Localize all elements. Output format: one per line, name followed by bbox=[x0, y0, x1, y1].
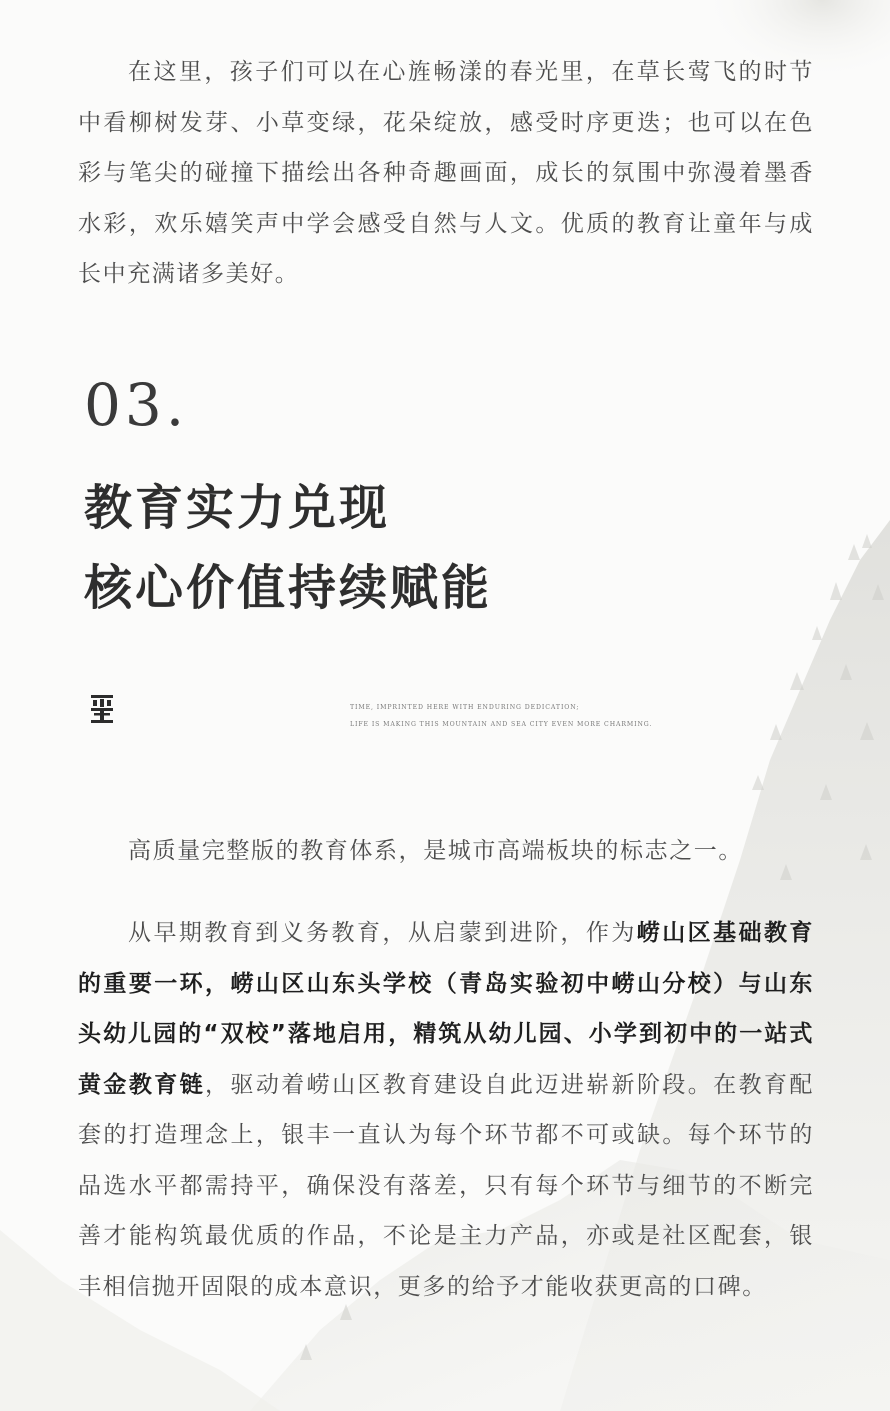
section-number: 03. bbox=[84, 371, 189, 439]
section-title-line-2: 核心价值持续赋能 bbox=[84, 560, 493, 616]
intro-paragraph: 在这里，孩子们可以在心旌畅漾的春光里，在草长莺飞的时节中看柳树发芽、小草变绿，花朵绽放，感受时序更迭；也可以在色彩与笔尖的碰撞下描绘出各种奇趣画面，成长的氛围中弥漫着墨香水彩，欢乐嬉笑声中学会感受自然与人文。优质的教育让童年与成长中充满诸多美好。 bbox=[78, 59, 814, 287]
body-paragraph-2: 从早期教育到义务教育，从启蒙到进阶，作为崂山区基础教育的重要一环，崂山区山东头学校（青岛实验初中崂山分校）与山东头幼儿园的“双校”落地启用，精筑从幼儿园、小学到初中的一站式黄金教育链，驱动着崂山区教育建设自此迈进崭新阶段。在教育配套的打造理念上，银丰一直认为每个环节都不可或缺。每个环节的品选水平都需持平，确保没有落差，只有每个环节与细节的不断完善才能构筑最优质的作品，不论是主力产品，亦或是社区配套，银丰相信抛开固限的成本意识，更多的给予才能收获更高的口碑。 bbox=[78, 920, 815, 1300]
english-tagline bbox=[350, 699, 652, 733]
body-paragraph-1: 高质量完整版的教育体系，是城市高端板块的标志之一。 bbox=[128, 838, 743, 864]
highlighted-text: 崂山区基础教育的重要一环，崂山区山东头学校（青岛实验初中崂山分校）与山东头幼儿园的“双校”落地启用，精筑从幼儿园、小学到初中的一站式黄金教育链 bbox=[78, 920, 815, 1098]
tagline-line-1: TIME, IMPRINTED HERE WITH ENDURING DEDICATION; bbox=[350, 704, 580, 711]
brand-seal-icon bbox=[89, 694, 115, 724]
tagline-line-2: LIFE IS MAKING THIS MOUNTAIN AND SEA CITY EVEN MORE CHARMING. bbox=[350, 721, 653, 728]
section-title-line-1: 教育实力兑现 bbox=[84, 480, 391, 536]
